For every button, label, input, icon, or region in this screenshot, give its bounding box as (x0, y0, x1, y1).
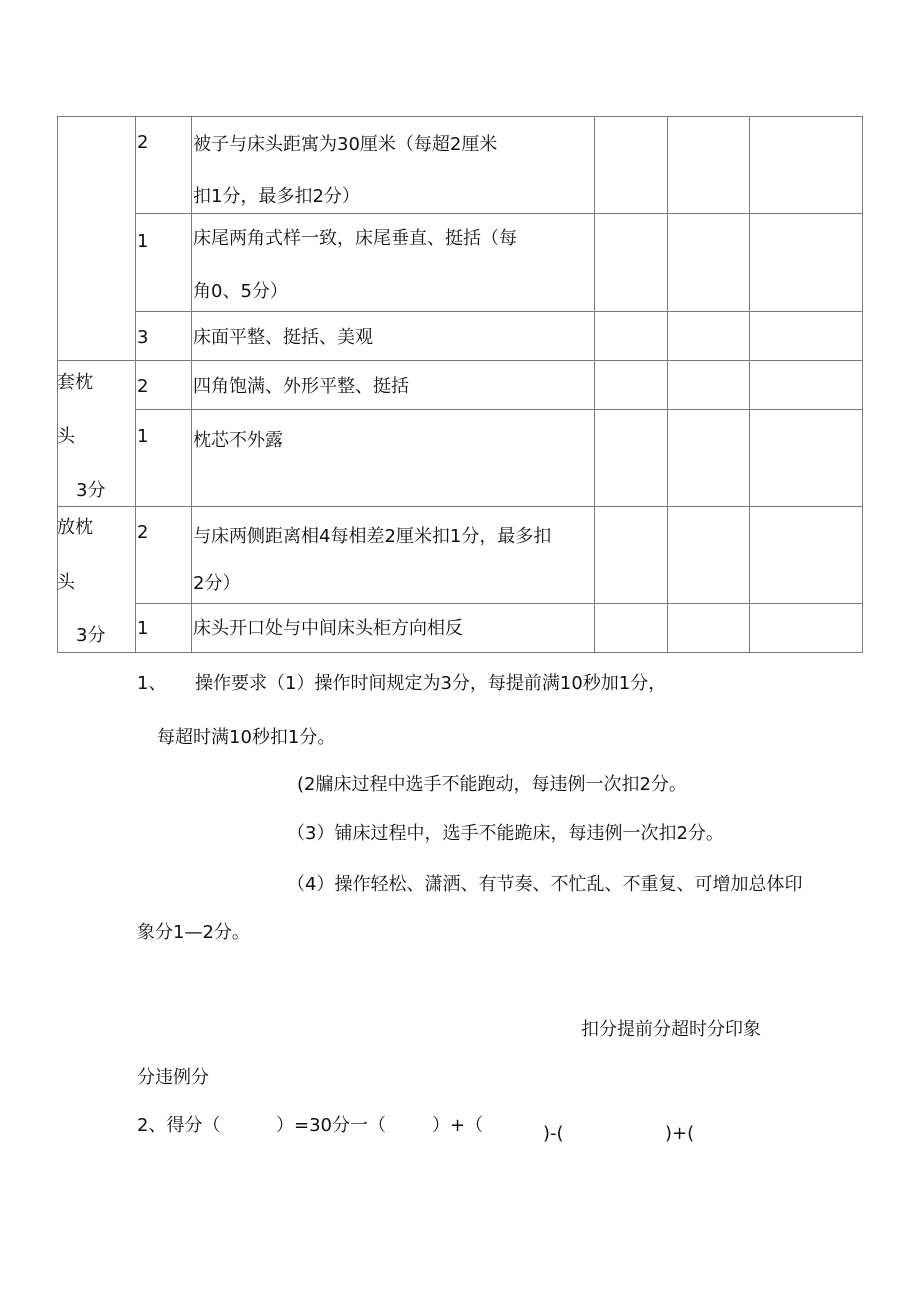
row-divider (57, 360, 862, 361)
row-divider (135, 603, 862, 604)
formula-base: ）=30分一（ (276, 1115, 386, 1136)
table-top-border (57, 116, 862, 117)
table-bottom-border (57, 652, 862, 653)
item-group-label: 套枕 (57, 372, 93, 393)
item-group-label: 头 (57, 572, 75, 593)
requirement-text: (2牖床过程中选手不能跑动，每违例一次扣2分。 (297, 774, 687, 795)
criteria-cell: 床头开口处与中间床头柜方向相反 (193, 618, 463, 639)
criteria-cell: 与床两侧距离相4每相差2厘米扣1分，最多扣 (193, 526, 552, 547)
row-divider (57, 506, 862, 507)
criteria-cell: 被子与床头距寓为30厘米（每超2厘米 (193, 134, 498, 155)
column-divider (667, 116, 668, 653)
item-group-points: 3分 (76, 625, 106, 646)
item-group-label: 头 (57, 426, 75, 447)
column-divider (594, 116, 595, 653)
formula-labels: 分违例分 (137, 1067, 209, 1088)
requirement-text: 每超时满10秒扣1分。 (157, 727, 336, 748)
requirement-text: （3）铺床过程中，选手不能跪床，每违例一次扣2分。 (287, 823, 724, 844)
item-group-points: 3分 (76, 480, 106, 501)
row-divider (135, 311, 862, 312)
table-right-border (862, 116, 863, 653)
formula-score-label: 2、得分（ (137, 1115, 221, 1136)
criteria-cell: 枕芯不外露 (193, 430, 283, 451)
score-cell: 1 (137, 618, 149, 639)
requirement-text: 操作要求（1）操作时间规定为3分，每提前满10秒加1分， (195, 673, 667, 694)
criteria-cell: 2分） (193, 573, 241, 594)
score-cell: 1 (137, 426, 149, 447)
formula-minus: )-( (543, 1123, 564, 1144)
criteria-cell: 扣1分，最多扣2分） (193, 186, 360, 207)
row-divider (135, 213, 862, 214)
column-divider (749, 116, 750, 653)
criteria-cell: 四角饱满、外形平整、挺括 (193, 376, 409, 397)
score-cell: 2 (137, 132, 149, 153)
row-divider (135, 409, 862, 410)
requirement-text: 象分1—2分。 (137, 922, 250, 943)
formula-labels: 扣分提前分超时分印象 (581, 1019, 761, 1040)
formula-plus-end: )+( (665, 1123, 695, 1144)
column-divider (135, 116, 136, 653)
score-cell: 2 (137, 376, 149, 397)
score-cell: 2 (137, 522, 149, 543)
requirement-text: （4）操作轻松、潇洒、有节奏、不忙乱、不重复、可增加总体印 (287, 874, 803, 895)
criteria-cell: 床面平整、挺括、美观 (193, 327, 373, 348)
requirement-number: 1、 (137, 673, 167, 694)
formula-plus: ）+（ (432, 1115, 484, 1136)
score-cell: 1 (137, 231, 149, 252)
criteria-cell: 床尾两角式样一致，床尾垂直、挺括（每 (193, 228, 517, 249)
score-cell: 3 (137, 327, 149, 348)
item-group-label: 放枕 (57, 517, 93, 538)
column-divider (191, 116, 192, 653)
criteria-cell: 角0、5分） (193, 281, 288, 302)
